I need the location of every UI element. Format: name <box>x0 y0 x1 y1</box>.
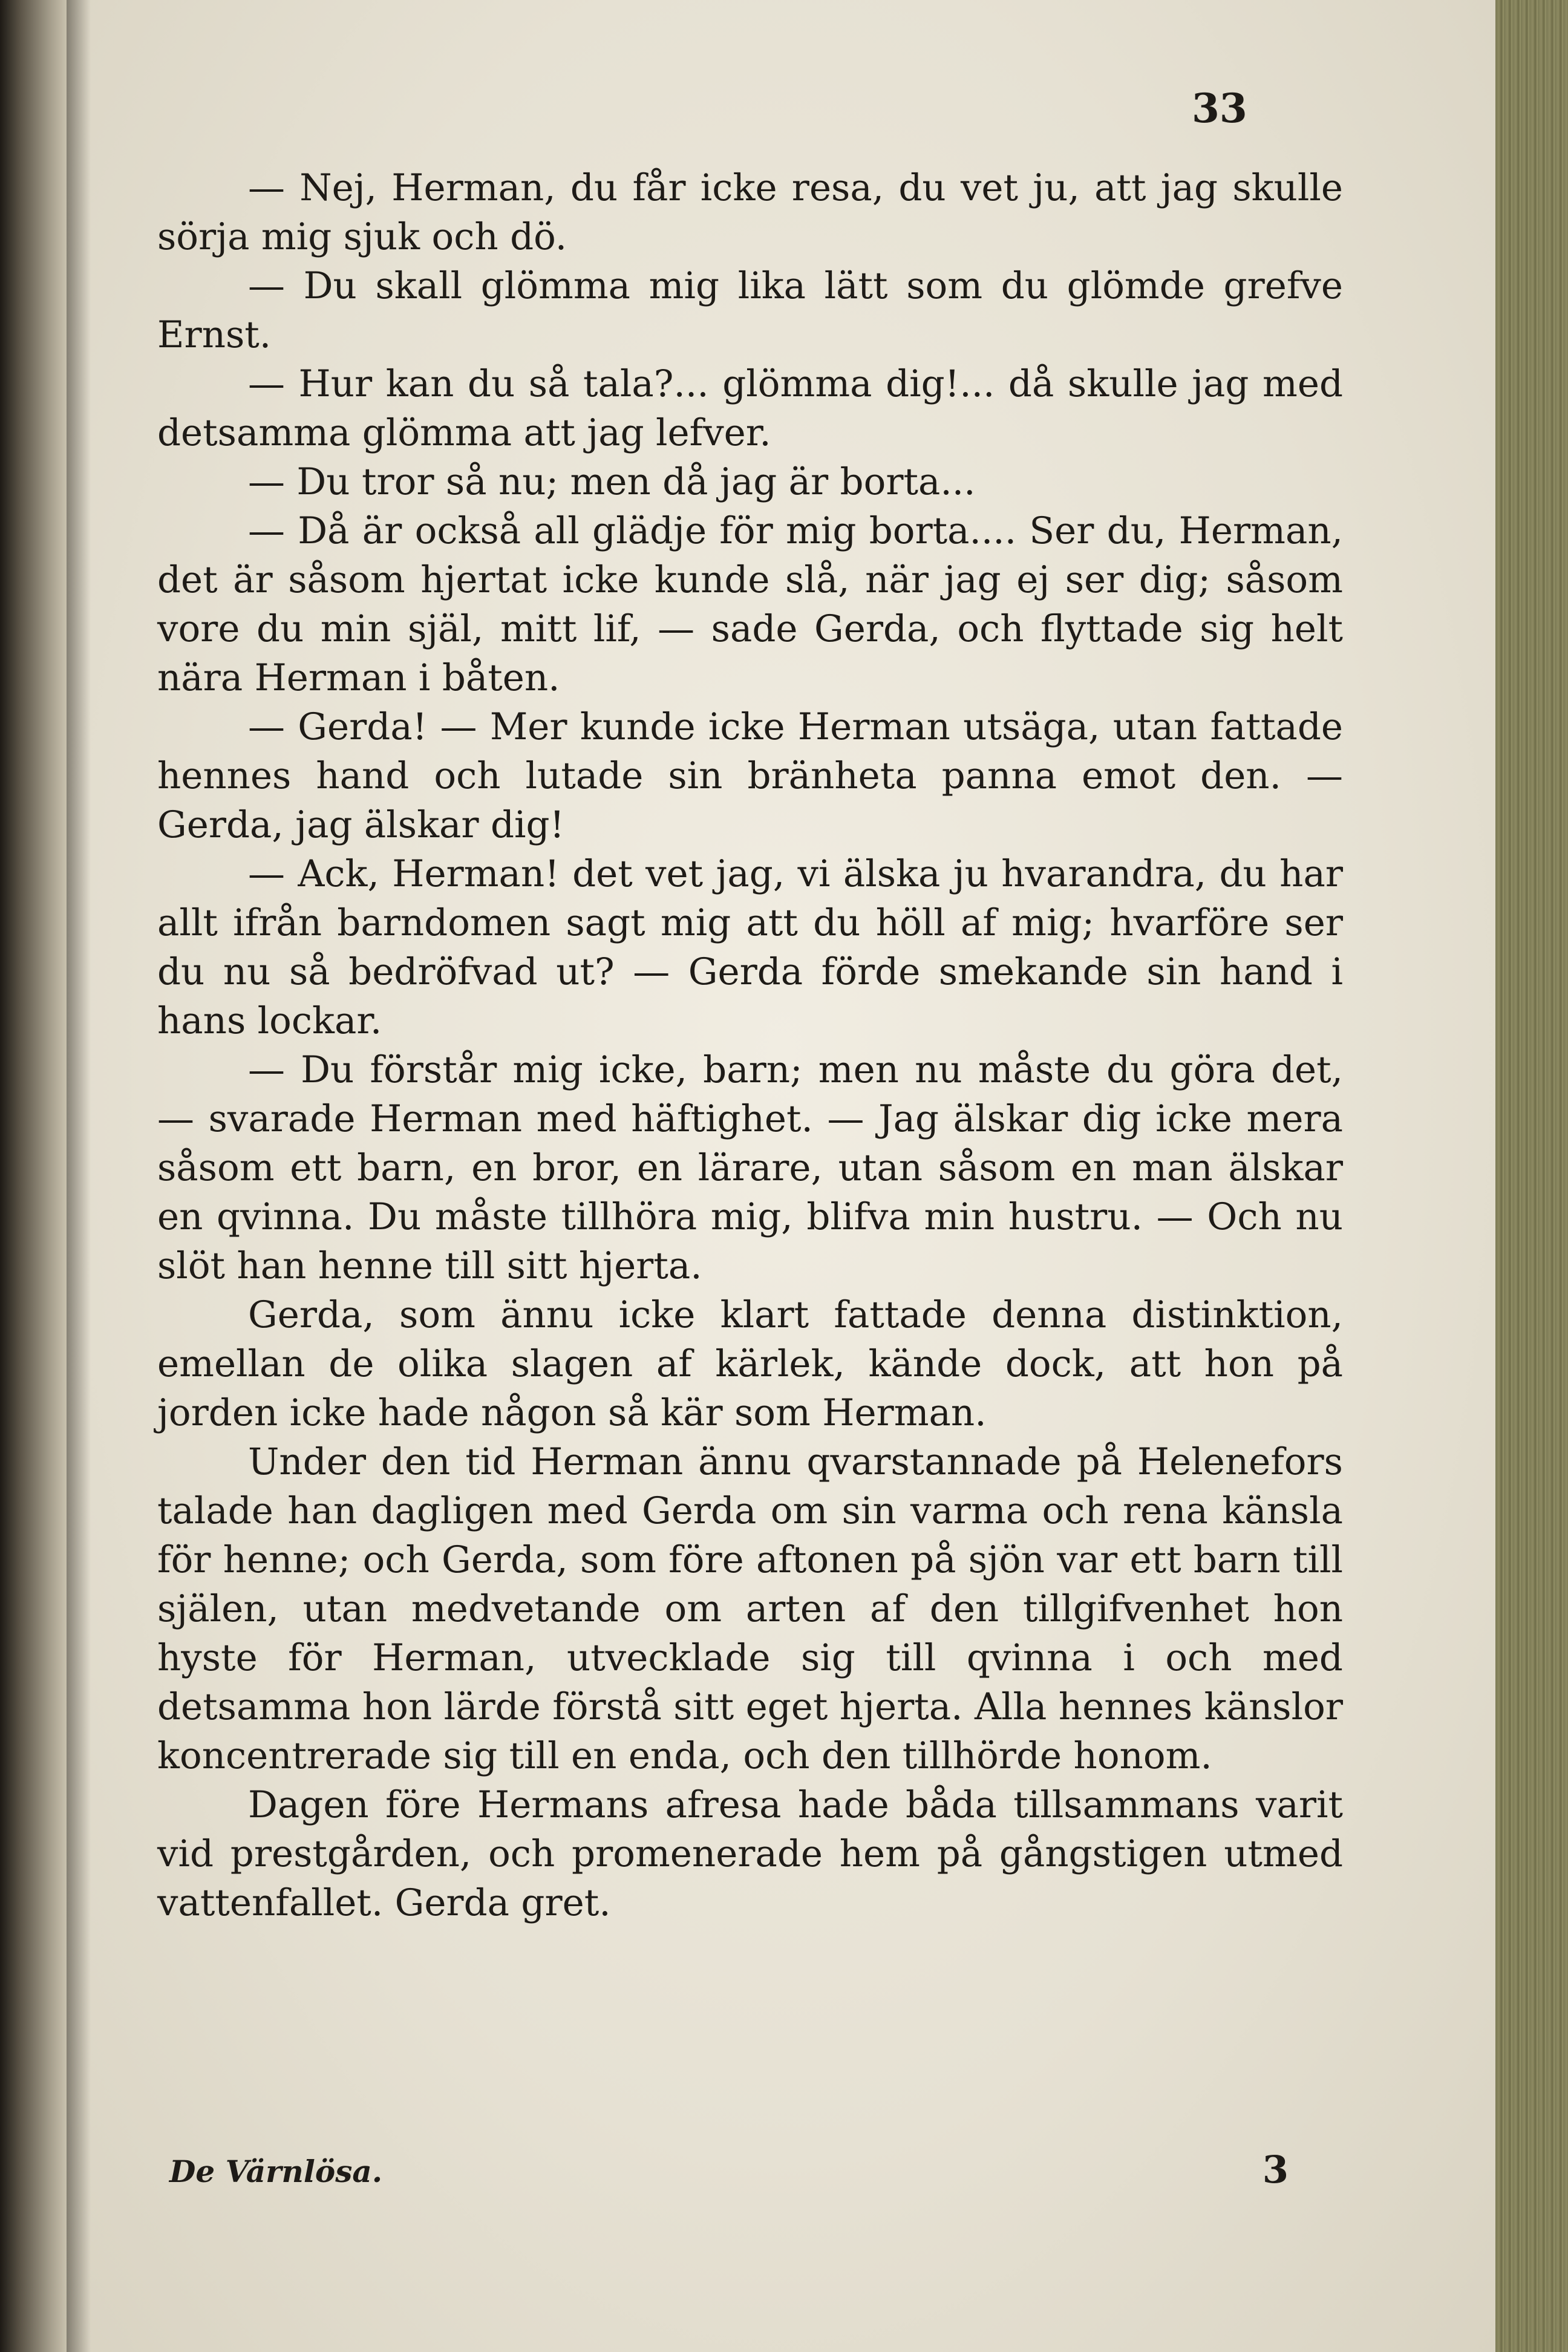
paragraph: Under den tid Herman ännu qvarstannade på Helenefors talade han dagligen med Gerda om sin varma och rena känsla för henne; och Gerda, som före aftonen på sjön var ett barn till själen, utan medvetande om arten af den tillgifvenhet hon hyste för Herman, utvecklade sig till qvinna i och med detsamma hon lärde förstå sitt eget hjerta. Alla hennes känslor koncentrerade sig till en enda, och den tillhörde honom. <box>157 1440 1343 1777</box>
signature-mark: De Värnlösa. <box>169 2154 383 2189</box>
paragraph: — Gerda! — Mer kunde icke Herman utsäga, utan fattade hennes hand och lutade sin bränheta panna emot den. — Gerda, jag älskar dig! <box>157 705 1343 846</box>
paragraph: — Nej, Herman, du får icke resa, du vet ju, att jag skulle sörja mig sjuk och dö. <box>157 166 1343 258</box>
paragraph: — Hur kan du så tala?... glömma dig!... då skulle jag med detsamma glömma att jag lefver. <box>157 362 1343 454</box>
paragraph: — Du tror så nu; men då jag är borta... <box>248 460 976 503</box>
facing-page-edge <box>0 0 67 2352</box>
sheet-number: 3 <box>1262 2148 1289 2192</box>
paragraph: — Då är också all glädje för mig borta.... Ser du, Herman, det är såsom hjertat icke kunde slå, när jag ej ser dig; såsom vore du min själ, mitt lif, — sade Gerda, och flyttade sig helt nära Herman i båten. <box>157 509 1343 699</box>
paragraph: Dagen före Hermans afresa hade båda tillsammans varit vid prestgården, och promenerade hem på gångstigen utmed vattenfallet. Gerda gret. <box>157 1783 1343 1924</box>
gutter-shadow <box>67 0 91 2352</box>
body-text <box>157 163 1343 1927</box>
paragraph: Gerda, som ännu icke klart fattade denna distinktion, emellan de olika slagen af kärlek, kände dock, att hon på jorden icke hade någon så kär som Herman. <box>157 1293 1343 1434</box>
paragraph: — Ack, Herman! det vet jag, vi älska ju hvarandra, du har allt ifrån barndomen sagt mig att du höll af mig; hvarföre ser du nu så bedröfvad ut? — Gerda förde smekande sin hand i hans lockar. <box>157 852 1343 1042</box>
paragraph: — Du förstår mig icke, barn; men nu måste du göra det, — svarade Herman med häftighet. — Jag älskar dig icke mera såsom ett barn, en bror, en lärare, utan såsom en man älskar en qvinna. Du måste tillhöra mig, blifva min hustru. — Och nu slöt han henne till sitt hjerta. <box>157 1048 1343 1287</box>
page-stack-edge <box>1495 0 1568 2352</box>
page-number: 33 <box>1192 85 1247 132</box>
page-footer <box>169 2148 1289 2202</box>
page-paper <box>67 0 1495 2352</box>
paragraph: — Du skall glömma mig lika lätt som du glömde grefve Ernst. <box>157 264 1343 356</box>
